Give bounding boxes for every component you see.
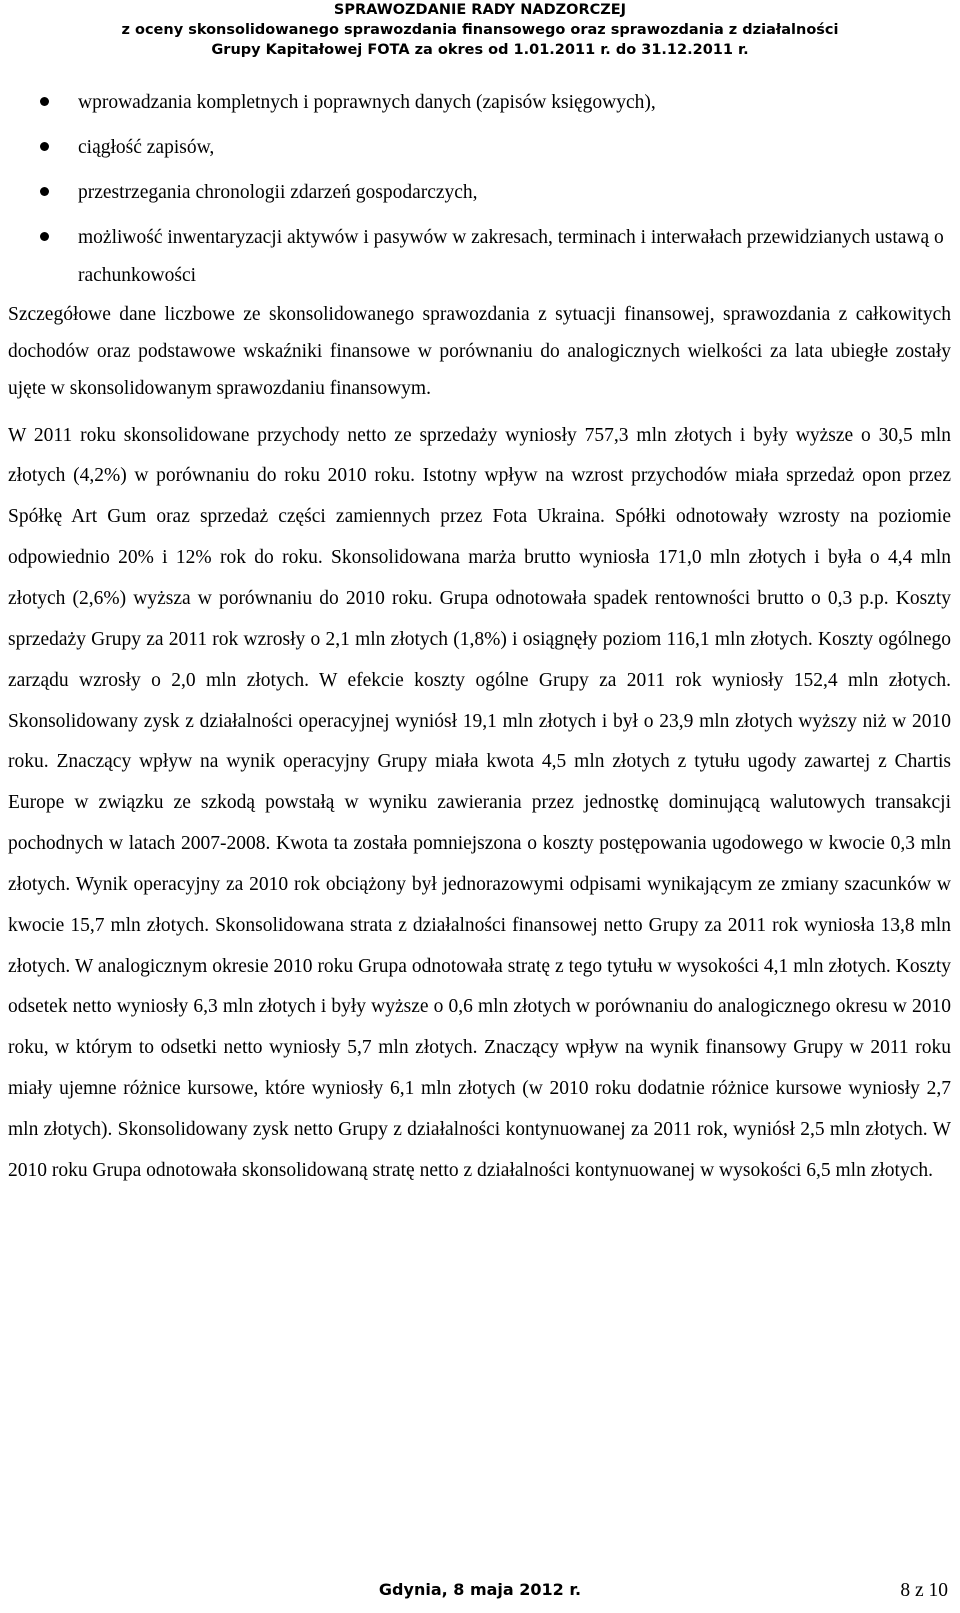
list-item-text: ciągłość zapisów,	[78, 137, 215, 158]
document-footer	[0, 1575, 960, 1605]
bullet-list	[8, 80, 951, 294]
bullet-icon	[40, 142, 49, 151]
list-item-text: przestrzegania chronologii zdarzeń gospodarczych,	[78, 182, 478, 203]
body-paragraph: W 2011 roku skonsolidowane przychody netto ze sprzedaży wyniosły 757,3 mln złotych i były wyższe o 30,5 mln złotych (4,2%) w porównaniu do roku 2010 roku. Istotny wpływ na wzrost przychodów miała sprzedaż opon przez Spółkę Art Gum oraz sprzedaż części zamiennych przez Fota Ukraina. Spółki odnotowały wzrosty na poziomie odpowiednio 20% i 12% rok do roku. Skonsolidowana marża brutto wyniosła 171,0 mln złotych i była o 4,4 mln złotych (2,6%) wyższa w porównaniu do 2010 roku. Grupa odnotowała spadek rentowności brutto o 0,3 p.p. Koszty sprzedaży Grupy za 2011 rok wzrosły o 2,1 mln złotych (1,8%) i osiągnęły poziom 116,1 mln złotych. Koszty ogólnego zarządu wzrosły o 2,0 mln złotych. W efekcie koszty ogólne Grupy za 2011 rok wyniosły 152,4 mln złotych. Skonsolidowany zysk z działalności operacyjnej wyniósł 19,1 mln złotych i był o 23,9 mln złotych wyższy niż w 2010 roku. Znaczący wpływ na wynik operacyjny Grupy miała kwota 4,5 mln złotych z tytułu ugody zawartej z Chartis Europe w związku ze szkodą powstałą w wyniku zawierania przez jednostkę dominującą walutowych transakcji pochodnych w latach 2007-2008. Kwota ta została pomniejszona o koszty postępowania ugodowego w kwocie 0,3 mln złotych. Wynik operacyjny za 2010 rok obciążony był jednorazowymi odpisami wynikającym ze zmiany szacunków w kwocie 15,7 mln złotych. Skonsolidowana strata z działalności finansowej netto Grupy za 2011 rok wyniosła 13,8 mln złotych. W analogicznym okresie 2010 roku Grupa odnotowała stratę z tego tytułu w wysokości 4,1 mln złotych. Koszty odsetek netto wyniosły 6,3 mln złotych i były wyższe o 0,6 mln złotych w porównaniu do analogicznego okresu w 2010 roku, w którym to odsetki netto wyniosły 5,7 mln złotych. Znaczący wpływ na wynik finansowy Grupy w 2011 roku miały ujemne różnice kursowe, które wyniosły 6,1 mln złotych (w 2010 roku dodatnie różnice kursowe wyniosły 2,7 mln złotych). Skonsolidowany zysk netto Grupy z działalności kontynuowanej za 2011 rok, wyniósł 2,5 mln złotych. W 2010 roku Grupa odnotowała skonsolidowaną stratę netto z działalności kontynuowanej w wysokości 6,5 mln złotych.	[8, 424, 951, 1181]
body-paragraph: Szczegółowe dane liczbowe ze skonsolidowanego sprawozdania z sytuacji finansowej, sprawozdania z całkowitych dochodów oraz podstawowe wskaźniki finansowe w porównaniu do analogicznych wielkości za lata ubiegłe zostały ujęte w skonsolidowanym sprawozdaniu finansowym.	[8, 304, 951, 400]
list-item-text: wprowadzania kompletnych i poprawnych danych (zapisów księgowych),	[78, 92, 656, 113]
header-title: SPRAWOZDANIE RADY NADZORCZEJ	[333, 2, 627, 18]
bullet-icon	[40, 232, 49, 241]
list-item	[8, 80, 951, 125]
list-item	[8, 170, 951, 215]
list-item-text: możliwość inwentaryzacji aktywów i pasywów w zakresach, terminach i interwałach przewidzianych ustawą o rachunkowości	[78, 227, 944, 286]
header-subtitle: z oceny skonsolidowanego sprawozdania finansowego oraz sprawozdania z działalności	[121, 22, 839, 38]
page-number: 8 z 10	[900, 1580, 948, 1601]
footer-date: Gdynia, 8 maja 2012 r.	[378, 1580, 582, 1599]
list-item	[8, 125, 951, 170]
bullet-icon	[40, 97, 49, 106]
document-body	[8, 80, 951, 1192]
bullet-icon	[40, 187, 49, 196]
header-period: Grupy Kapitałowej FOTA za okres od 1.01.2011 r. do 31.12.2011 r.	[211, 42, 749, 58]
document-header	[0, 0, 960, 60]
list-item	[8, 215, 951, 294]
